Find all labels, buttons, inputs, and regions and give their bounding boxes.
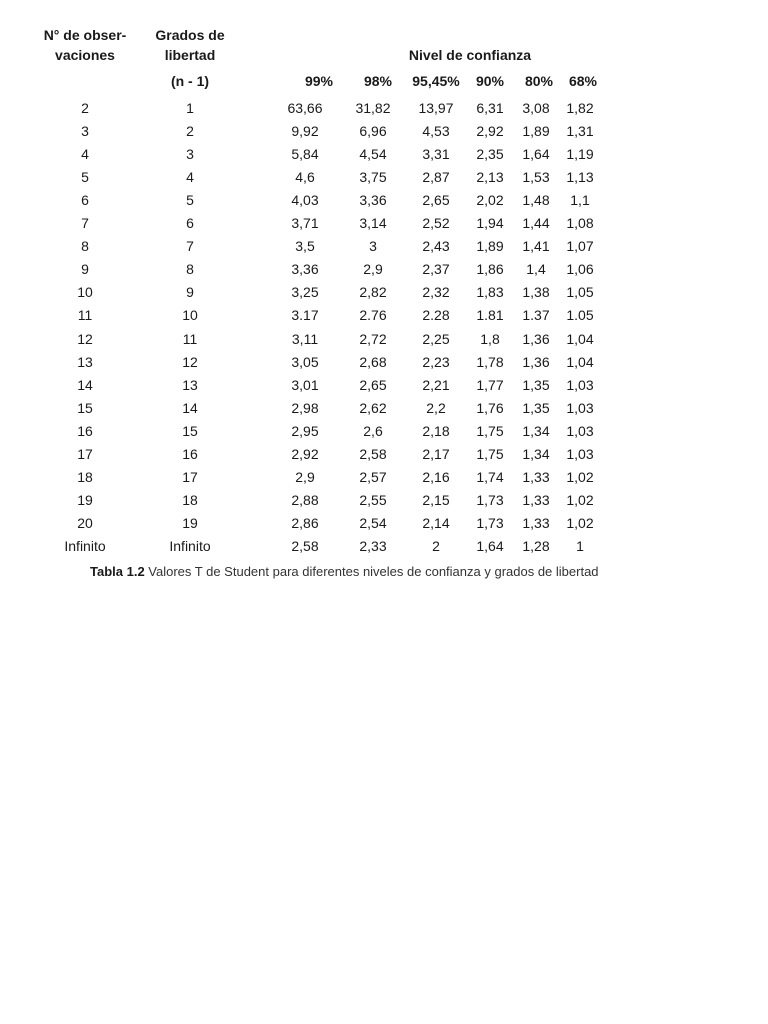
header-degrees-line1: Grados de xyxy=(155,27,225,43)
header-level-2: 95,45% xyxy=(412,73,460,89)
table-cell: 4,53 xyxy=(422,123,450,139)
table-cell: 15 xyxy=(182,423,198,439)
table-cell: 1,03 xyxy=(566,377,594,393)
table-cell: 1,64 xyxy=(476,538,504,554)
table-cell: 1,31 xyxy=(566,123,594,139)
table-cell: 31,82 xyxy=(355,100,391,116)
table-cell: 1,35 xyxy=(522,377,550,393)
header-level-4: 80% xyxy=(524,73,554,89)
table-cell: 2,43 xyxy=(422,238,450,254)
table-cell: 1,4 xyxy=(526,261,546,277)
table-cell: 1,34 xyxy=(522,446,550,462)
table-cell: 16 xyxy=(182,446,198,462)
table-cell: 2,98 xyxy=(291,400,319,416)
table-cell: 1,35 xyxy=(522,400,550,416)
table-cell: 1,38 xyxy=(522,284,550,300)
table-cell: 1,02 xyxy=(566,515,594,531)
table-cell: 19 xyxy=(182,515,198,531)
header-level-1: 98% xyxy=(363,73,393,89)
table-cell: 2,37 xyxy=(422,261,450,277)
table-cell: 2,82 xyxy=(359,284,387,300)
table-cell: 2,92 xyxy=(476,123,504,139)
table-cell: 2 xyxy=(186,123,194,139)
table-cell: 2,65 xyxy=(359,377,387,393)
table-cell: 14 xyxy=(182,400,198,416)
table-cell: 1,03 xyxy=(566,446,594,462)
table-cell: 1,36 xyxy=(522,354,550,370)
table-cell: 1,02 xyxy=(566,469,594,485)
table-cell: 1,04 xyxy=(566,354,594,370)
table-cell: 2,32 xyxy=(422,284,450,300)
table-cell: 12 xyxy=(182,354,198,370)
table-cell: 13 xyxy=(182,377,198,393)
table-cell: 17 xyxy=(77,446,93,462)
table-cell: 1,03 xyxy=(566,400,594,416)
table-cell: 2,13 xyxy=(476,169,504,185)
table-cell: 2,17 xyxy=(422,446,450,462)
header-level-0: 99% xyxy=(304,73,334,89)
table-cell: 19 xyxy=(77,492,93,508)
table-cell: 1 xyxy=(186,100,194,116)
table-cell: 2,65 xyxy=(422,192,450,208)
table-cell: 1.81 xyxy=(476,307,504,323)
table-cell: 6 xyxy=(186,215,194,231)
table-cell: 5,84 xyxy=(291,146,319,162)
table-cell: 1,73 xyxy=(476,515,504,531)
table-cell: 1,73 xyxy=(476,492,504,508)
table-cell: 7 xyxy=(81,215,89,231)
table-cell: 4,03 xyxy=(291,192,319,208)
table-cell: 3 xyxy=(81,123,89,139)
table-cell: 10 xyxy=(77,284,93,300)
table-cell: 1,78 xyxy=(476,354,504,370)
table-cell: 1.37 xyxy=(522,307,550,323)
table-cell: Infinito xyxy=(169,538,211,554)
table-cell: 1,64 xyxy=(522,146,550,162)
table-cell: 1,41 xyxy=(522,238,550,254)
table-cell: 20 xyxy=(77,515,93,531)
caption-label: Tabla 1.2 xyxy=(90,564,145,579)
table-cell: 8 xyxy=(81,238,89,254)
table-cell: 5 xyxy=(186,192,194,208)
table-cell: 3,14 xyxy=(359,215,387,231)
header-observations-line1: N° de obser- xyxy=(43,27,127,43)
table-cell: 2,25 xyxy=(422,331,450,347)
table-cell: 2,16 xyxy=(422,469,450,485)
table-cell: 9 xyxy=(186,284,194,300)
table-cell: 1,77 xyxy=(476,377,504,393)
table-cell: 2,21 xyxy=(422,377,450,393)
table-cell: 1,33 xyxy=(522,515,550,531)
table-cell: 18 xyxy=(182,492,198,508)
table-cell: 2 xyxy=(432,538,440,554)
table-cell: 5 xyxy=(81,169,89,185)
table-cell: 4 xyxy=(186,169,194,185)
table-cell: 10 xyxy=(182,307,198,323)
table-cell: 12 xyxy=(77,331,93,347)
table-cell: 1,82 xyxy=(566,100,594,116)
table-cell: 1,75 xyxy=(476,446,504,462)
table-cell: 8 xyxy=(186,261,194,277)
table-cell: 2,68 xyxy=(359,354,387,370)
table-cell: 2,58 xyxy=(359,446,387,462)
table-cell: 1,83 xyxy=(476,284,504,300)
table-cell: 2,57 xyxy=(359,469,387,485)
table-cell: 11 xyxy=(182,331,198,347)
table-cell: 1,13 xyxy=(566,169,594,185)
table-cell: 1,86 xyxy=(476,261,504,277)
table-cell: 2,02 xyxy=(476,192,504,208)
table-cell: 1,07 xyxy=(566,238,594,254)
table-cell: 1,44 xyxy=(522,215,550,231)
table-cell: 63,66 xyxy=(287,100,323,116)
table-cell: 13 xyxy=(77,354,93,370)
table-cell: 2,58 xyxy=(291,538,319,554)
table-cell: 1,94 xyxy=(476,215,504,231)
table-cell: 3.17 xyxy=(291,307,319,323)
table-cell: 3,31 xyxy=(422,146,450,162)
table-cell: 3,71 xyxy=(291,215,319,231)
table-cell: 1,02 xyxy=(566,492,594,508)
table-cell: 18 xyxy=(77,469,93,485)
table-cell: 1,74 xyxy=(476,469,504,485)
table-cell: 3,08 xyxy=(522,100,550,116)
table-cell: 2,9 xyxy=(363,261,383,277)
table-cell: 4 xyxy=(81,146,89,162)
table-cell: 1,89 xyxy=(522,123,550,139)
table-caption xyxy=(90,563,599,581)
table-cell: 1,19 xyxy=(566,146,594,162)
table-cell: 7 xyxy=(186,238,194,254)
table-cell: 1,08 xyxy=(566,215,594,231)
table-cell: 1,8 xyxy=(480,331,500,347)
table-cell: 2 xyxy=(81,100,89,116)
table-cell: 1,04 xyxy=(566,331,594,347)
table-cell: 6,31 xyxy=(476,100,504,116)
table-cell: 3,25 xyxy=(291,284,319,300)
table-cell: 2,72 xyxy=(359,331,387,347)
header-degrees-line3: (n - 1) xyxy=(170,73,210,89)
header-level-3: 90% xyxy=(475,73,505,89)
table-cell: 1,33 xyxy=(522,469,550,485)
table-cell: 1.05 xyxy=(566,307,594,323)
table-cell: 1,33 xyxy=(522,492,550,508)
table-cell: Infinito xyxy=(64,538,106,554)
table-cell: 2,15 xyxy=(422,492,450,508)
table-cell: 2,54 xyxy=(359,515,387,531)
table-cell: 1,48 xyxy=(522,192,550,208)
table-cell: 13,97 xyxy=(418,100,454,116)
table-cell: 14 xyxy=(77,377,93,393)
table-cell: 17 xyxy=(182,469,198,485)
table-cell: 2,23 xyxy=(422,354,450,370)
table-cell: 2,52 xyxy=(422,215,450,231)
table-cell: 1,36 xyxy=(522,331,550,347)
table-cell: 1,03 xyxy=(566,423,594,439)
table-cell: 1,34 xyxy=(522,423,550,439)
table-cell: 9,92 xyxy=(291,123,319,139)
table-cell: 1,75 xyxy=(476,423,504,439)
table-cell: 1,28 xyxy=(522,538,550,554)
table-cell: 3,36 xyxy=(359,192,387,208)
table-cell: 3,01 xyxy=(291,377,319,393)
header-observations-line2: vaciones xyxy=(55,47,115,63)
table-cell: 4,6 xyxy=(295,169,315,185)
table-cell: 2,9 xyxy=(295,469,315,485)
table-cell: 4,54 xyxy=(359,146,387,162)
table-cell: 2,35 xyxy=(476,146,504,162)
table-cell: 3 xyxy=(186,146,194,162)
table-cell: 6,96 xyxy=(359,123,387,139)
table-cell: 1,1 xyxy=(570,192,590,208)
table-cell: 9 xyxy=(81,261,89,277)
table-cell: 3,36 xyxy=(291,261,319,277)
table-cell: 1 xyxy=(576,538,584,554)
table-cell: 3,5 xyxy=(295,238,315,254)
table-cell: 16 xyxy=(77,423,93,439)
table-cell: 3 xyxy=(369,238,377,254)
table-cell: 2,87 xyxy=(422,169,450,185)
table-cell: 1,06 xyxy=(566,261,594,277)
table-cell: 1,89 xyxy=(476,238,504,254)
header-level-5: 68% xyxy=(568,73,598,89)
header-degrees-line2: libertad xyxy=(164,47,216,63)
table-cell: 2,18 xyxy=(422,423,450,439)
table-cell: 2,95 xyxy=(291,423,319,439)
table-cell: 2.28 xyxy=(422,307,450,323)
table-cell: 15 xyxy=(77,400,93,416)
table-cell: 2,6 xyxy=(363,423,383,439)
table-cell: 2,55 xyxy=(359,492,387,508)
table-cell: 2,2 xyxy=(426,400,446,416)
header-confidence-title: Nivel de confianza xyxy=(408,47,532,63)
table-cell: 2,14 xyxy=(422,515,450,531)
table-cell: 3,05 xyxy=(291,354,319,370)
table-cell: 6 xyxy=(81,192,89,208)
table-cell: 2,33 xyxy=(359,538,387,554)
table-cell: 11 xyxy=(77,307,93,323)
table-cell: 1,76 xyxy=(476,400,504,416)
table-cell: 3,11 xyxy=(291,331,319,347)
table-cell: 1,53 xyxy=(522,169,550,185)
table-cell: 2,62 xyxy=(359,400,387,416)
table-cell: 2,88 xyxy=(291,492,319,508)
table-cell: 3,75 xyxy=(359,169,387,185)
table-cell: 1,05 xyxy=(566,284,594,300)
table-cell: 2,92 xyxy=(291,446,319,462)
caption-text: Valores T de Student para diferentes niveles de confianza y grados de libertad xyxy=(144,564,599,579)
table-cell: 2.76 xyxy=(359,307,387,323)
table-cell: 2,86 xyxy=(291,515,319,531)
